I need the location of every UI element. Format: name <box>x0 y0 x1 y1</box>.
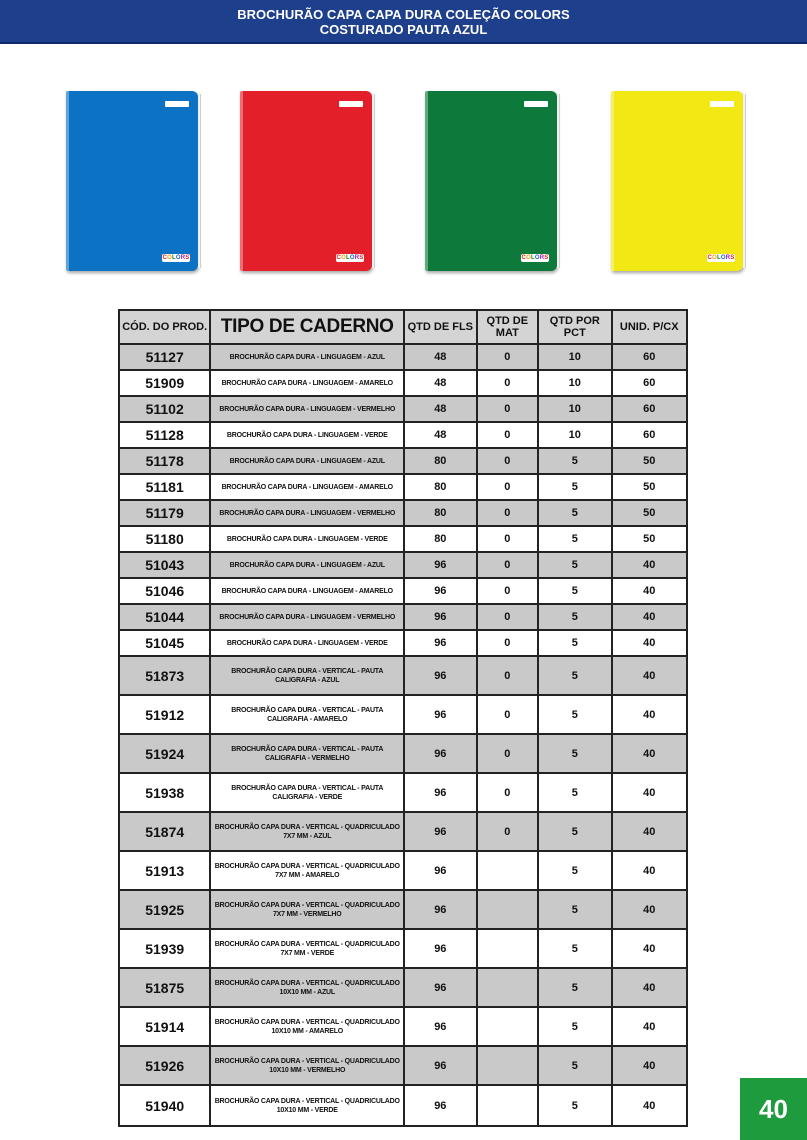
cell-pct: 5 <box>539 553 612 579</box>
cell-tipo: BROCHURÃO CAPA DURA - VERTICAL - QUADRICULADO 10X10 MM - VERDE <box>211 1086 405 1125</box>
cell-code: 51128 <box>120 423 211 449</box>
cell-fls: 96 <box>405 605 477 631</box>
cell-mat <box>478 930 540 969</box>
cell-mat: 0 <box>478 475 540 501</box>
cell-pct: 5 <box>539 501 612 527</box>
table-row <box>120 774 686 813</box>
cell-pct: 5 <box>539 1047 612 1086</box>
cell-pct: 5 <box>539 605 612 631</box>
cell-code: 51926 <box>120 1047 211 1086</box>
cell-fls: 96 <box>405 553 477 579</box>
cell-fls: 96 <box>405 1086 477 1125</box>
header-pct: QTD POR PCT <box>539 311 612 345</box>
header-tipo: TIPO DE CADERNO <box>211 311 405 345</box>
cell-tipo: BROCHURÃO CAPA DURA - VERTICAL - QUADRICULADO 7X7 MM - VERDE <box>211 930 405 969</box>
table-row <box>120 397 686 423</box>
cell-tipo: BROCHURÃO CAPA DURA - VERTICAL - QUADRICULADO 10X10 MM - VERMELHO <box>211 1047 405 1086</box>
cell-mat: 0 <box>478 813 540 852</box>
cell-code: 51913 <box>120 852 211 891</box>
cell-pct: 10 <box>539 423 612 449</box>
cell-tipo: BROCHURÃO CAPA DURA - LINGUAGEM - AZUL <box>211 553 405 579</box>
cell-mat: 0 <box>478 371 540 397</box>
notebook-green-image <box>425 91 557 271</box>
cell-pct: 5 <box>539 631 612 657</box>
cell-tipo: BROCHURÃO CAPA DURA - LINGUAGEM - AMARELO <box>211 475 405 501</box>
cell-tipo: BROCHURÃO CAPA DURA - LINGUAGEM - VERMELHO <box>211 397 405 423</box>
cell-mat: 0 <box>478 605 540 631</box>
cell-unid: 40 <box>613 930 687 969</box>
cell-fls: 96 <box>405 579 477 605</box>
cell-mat: 0 <box>478 579 540 605</box>
cell-code: 51938 <box>120 774 211 813</box>
cell-pct: 5 <box>539 735 612 774</box>
cell-mat: 0 <box>478 553 540 579</box>
cell-unid: 40 <box>613 657 687 696</box>
colors-logo: COLORS <box>336 255 364 261</box>
cell-fls: 48 <box>405 397 477 423</box>
cell-mat <box>478 1047 540 1086</box>
cell-pct: 5 <box>539 579 612 605</box>
cell-unid: 50 <box>613 527 687 553</box>
cell-fls: 80 <box>405 449 477 475</box>
header-mat: QTD DE MAT <box>478 311 540 345</box>
cell-fls: 96 <box>405 696 477 735</box>
cell-fls: 96 <box>405 852 477 891</box>
header-title-line2: COSTURADO PAUTA AZUL <box>319 22 488 37</box>
cell-code: 51912 <box>120 696 211 735</box>
table-row <box>120 852 686 891</box>
cell-unid: 40 <box>613 605 687 631</box>
cell-fls: 80 <box>405 501 477 527</box>
table-row <box>120 1047 686 1086</box>
cell-tipo: BROCHURÃO CAPA DURA - LINGUAGEM - VERMELHO <box>211 605 405 631</box>
cell-fls: 96 <box>405 1047 477 1086</box>
cell-code: 51127 <box>120 345 211 371</box>
cell-code: 51914 <box>120 1008 211 1047</box>
cell-tipo: BROCHURÃO CAPA DURA - LINGUAGEM - VERDE <box>211 423 405 449</box>
cell-pct: 5 <box>539 813 612 852</box>
cell-tipo: BROCHURÃO CAPA DURA - VERTICAL - QUADRICULADO 7X7 MM - VERMELHO <box>211 891 405 930</box>
cell-unid: 40 <box>613 813 687 852</box>
cell-code: 51046 <box>120 579 211 605</box>
cell-mat: 0 <box>478 631 540 657</box>
cell-fls: 96 <box>405 774 477 813</box>
cell-unid: 40 <box>613 735 687 774</box>
cell-code: 51043 <box>120 553 211 579</box>
cell-fls: 96 <box>405 735 477 774</box>
table-row <box>120 891 686 930</box>
cell-tipo: BROCHURÃO CAPA DURA - VERTICAL - QUADRICULADO 10X10 MM - AZUL <box>211 969 405 1008</box>
cell-pct: 5 <box>539 449 612 475</box>
cell-unid: 40 <box>613 774 687 813</box>
cell-fls: 96 <box>405 930 477 969</box>
cell-unid: 60 <box>613 423 687 449</box>
cell-mat: 0 <box>478 345 540 371</box>
page-number: 40 <box>740 1078 807 1140</box>
table-row <box>120 527 686 553</box>
cell-fls: 96 <box>405 631 477 657</box>
cell-pct: 5 <box>539 852 612 891</box>
cell-pct: 5 <box>539 930 612 969</box>
cell-code: 51044 <box>120 605 211 631</box>
page-header <box>0 0 807 44</box>
cell-tipo: BROCHURÃO CAPA DURA - LINGUAGEM - AZUL <box>211 449 405 475</box>
cell-fls: 96 <box>405 1008 477 1047</box>
cell-fls: 96 <box>405 891 477 930</box>
cell-code: 51909 <box>120 371 211 397</box>
cell-unid: 40 <box>613 579 687 605</box>
table-row <box>120 475 686 501</box>
cell-mat: 0 <box>478 527 540 553</box>
cell-fls: 80 <box>405 527 477 553</box>
cell-tipo: BROCHURÃO CAPA DURA - LINGUAGEM - VERDE <box>211 527 405 553</box>
colors-logo: COLORS <box>521 255 549 261</box>
cell-tipo: BROCHURÃO CAPA DURA - VERTICAL - QUADRICULADO 7X7 MM - AMARELO <box>211 852 405 891</box>
cell-tipo: BROCHURÃO CAPA DURA - LINGUAGEM - VERMELHO <box>211 501 405 527</box>
cell-fls: 96 <box>405 969 477 1008</box>
cell-code: 51102 <box>120 397 211 423</box>
cell-unid: 60 <box>613 345 687 371</box>
cell-fls: 48 <box>405 371 477 397</box>
cell-code: 51178 <box>120 449 211 475</box>
table-row <box>120 449 686 475</box>
cell-unid: 50 <box>613 449 687 475</box>
cell-pct: 10 <box>539 345 612 371</box>
cell-code: 51179 <box>120 501 211 527</box>
cell-pct: 5 <box>539 969 612 1008</box>
cell-pct: 10 <box>539 371 612 397</box>
table-row <box>120 657 686 696</box>
cell-tipo: BROCHURÃO CAPA DURA - LINGUAGEM - VERDE <box>211 631 405 657</box>
cell-mat: 0 <box>478 423 540 449</box>
table-row <box>120 696 686 735</box>
cell-unid: 40 <box>613 1008 687 1047</box>
cell-unid: 60 <box>613 371 687 397</box>
cell-code: 51939 <box>120 930 211 969</box>
header-fls: QTD DE FLS <box>405 311 477 345</box>
header-unid: UNID. P/CX <box>613 311 687 345</box>
cell-tipo: BROCHURÃO CAPA DURA - LINGUAGEM - AMARELO <box>211 579 405 605</box>
cell-unid: 40 <box>613 631 687 657</box>
cell-mat <box>478 969 540 1008</box>
notebook-yellow-image <box>611 91 743 271</box>
cell-code: 51925 <box>120 891 211 930</box>
header-code: CÓD. DO PROD. <box>120 311 211 345</box>
cell-mat: 0 <box>478 735 540 774</box>
cell-mat: 0 <box>478 774 540 813</box>
cell-code: 51924 <box>120 735 211 774</box>
header-title-line1: BROCHURÃO CAPA CAPA DURA COLEÇÃO COLORS <box>237 7 570 22</box>
cell-mat: 0 <box>478 449 540 475</box>
table-row <box>120 423 686 449</box>
cell-unid: 40 <box>613 553 687 579</box>
cell-unid: 40 <box>613 1086 687 1125</box>
cell-code: 51045 <box>120 631 211 657</box>
colors-logo: COLORS <box>162 255 190 261</box>
cell-mat: 0 <box>478 501 540 527</box>
table-row <box>120 930 686 969</box>
table-row <box>120 371 686 397</box>
cell-fls: 48 <box>405 423 477 449</box>
cell-pct: 5 <box>539 1008 612 1047</box>
cell-unid: 50 <box>613 475 687 501</box>
cell-pct: 5 <box>539 774 612 813</box>
cell-code: 51180 <box>120 527 211 553</box>
notebook-blue-image <box>66 91 198 271</box>
cell-pct: 5 <box>539 475 612 501</box>
cell-tipo: BROCHURÃO CAPA DURA - VERTICAL - PAUTA CALIGRAFIA - AZUL <box>211 657 405 696</box>
table-row <box>120 1086 686 1125</box>
notebook-red-image <box>240 91 372 271</box>
cell-unid: 40 <box>613 852 687 891</box>
cell-fls: 96 <box>405 657 477 696</box>
cell-mat <box>478 1086 540 1125</box>
cell-tipo: BROCHURÃO CAPA DURA - VERTICAL - QUADRICULADO 7X7 MM - AZUL <box>211 813 405 852</box>
cell-mat <box>478 891 540 930</box>
cell-mat <box>478 852 540 891</box>
cell-mat <box>478 1008 540 1047</box>
colors-logo: COLORS <box>707 255 735 261</box>
cell-unid: 50 <box>613 501 687 527</box>
brand-label <box>710 101 734 107</box>
table-row <box>120 553 686 579</box>
cell-unid: 40 <box>613 891 687 930</box>
table-row <box>120 345 686 371</box>
cell-unid: 40 <box>613 1047 687 1086</box>
table-row <box>120 501 686 527</box>
cell-code: 51181 <box>120 475 211 501</box>
cell-pct: 5 <box>539 891 612 930</box>
cell-tipo: BROCHURÃO CAPA DURA - LINGUAGEM - AMARELO <box>211 371 405 397</box>
brand-label <box>524 101 548 107</box>
table-row <box>120 631 686 657</box>
table-row <box>120 579 686 605</box>
product-table <box>118 309 688 1127</box>
cell-pct: 5 <box>539 1086 612 1125</box>
table-row <box>120 735 686 774</box>
table-row <box>120 969 686 1008</box>
cell-pct: 5 <box>539 527 612 553</box>
table-row <box>120 813 686 852</box>
cell-pct: 5 <box>539 696 612 735</box>
cell-mat: 0 <box>478 696 540 735</box>
cell-mat: 0 <box>478 397 540 423</box>
cell-fls: 80 <box>405 475 477 501</box>
cell-tipo: BROCHURÃO CAPA DURA - VERTICAL - PAUTA CALIGRAFIA - VERDE <box>211 774 405 813</box>
cell-tipo: BROCHURÃO CAPA DURA - LINGUAGEM - AZUL <box>211 345 405 371</box>
cell-code: 51873 <box>120 657 211 696</box>
cell-tipo: BROCHURÃO CAPA DURA - VERTICAL - QUADRICULADO 10X10 MM - AMARELO <box>211 1008 405 1047</box>
cell-unid: 40 <box>613 696 687 735</box>
cell-tipo: BROCHURÃO CAPA DURA - VERTICAL - PAUTA CALIGRAFIA - AMARELO <box>211 696 405 735</box>
cell-unid: 40 <box>613 969 687 1008</box>
cell-pct: 5 <box>539 657 612 696</box>
cell-code: 51875 <box>120 969 211 1008</box>
cell-tipo: BROCHURÃO CAPA DURA - VERTICAL - PAUTA CALIGRAFIA - VERMELHO <box>211 735 405 774</box>
cell-mat: 0 <box>478 657 540 696</box>
brand-label <box>165 101 189 107</box>
cell-unid: 60 <box>613 397 687 423</box>
cell-code: 51940 <box>120 1086 211 1125</box>
cell-fls: 48 <box>405 345 477 371</box>
table-row <box>120 605 686 631</box>
brand-label <box>339 101 363 107</box>
table-row <box>120 1008 686 1047</box>
cell-fls: 96 <box>405 813 477 852</box>
cell-pct: 10 <box>539 397 612 423</box>
cell-code: 51874 <box>120 813 211 852</box>
